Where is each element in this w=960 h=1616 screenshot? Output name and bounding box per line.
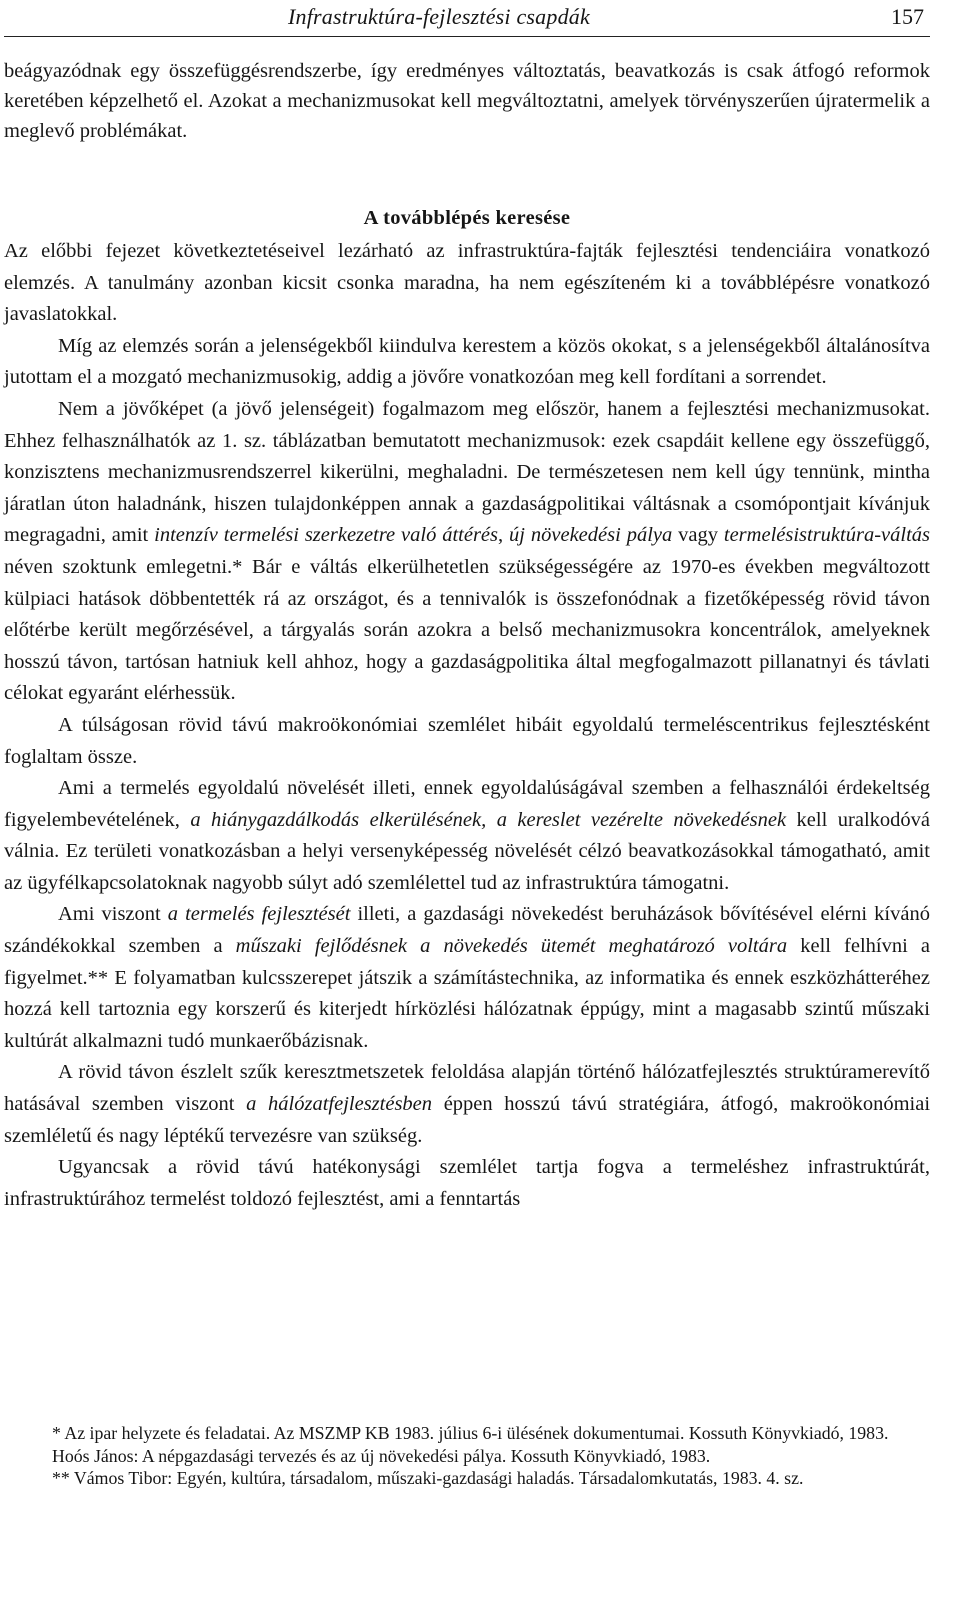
paragraph-5	[4, 773, 930, 899]
paragraph-3-text: néven szoktunk emlegetni.* Bár e váltás elkerülhetetlen szükségességére az 1970-es években megváltozott külpiaci hatások döbbentették rá az országot, és a tennivalók is összefonódnak a fizetőképesség rövid távon előtérbe került megőrzésével, a tárgyalás során azokra a belső mechanizmusokra koncentrálok, amelyeknek hosszú távon, tartósan hatniuk kell ahhoz, hogy a gazdaságpolitika által megfogalmazott pillanatnyi és távlati célokat egyaránt elérhessük.	[4, 555, 930, 705]
paragraph-5-text: Ami a termelés egyoldalú növelését illeti, ennek egyoldalúságával szemben a felhasználói érdekeltség figyelembevételének,	[4, 777, 930, 831]
paragraph-3	[4, 394, 930, 710]
page-number: 157	[891, 4, 924, 29]
running-title: Infrastruktúra-fejlesztési csapdák	[288, 4, 590, 29]
footnote-3: ** Vámos Tibor: Egyén, kultúra, társadalom, műszaki-gazdasági haladás. Társadalomkutatás, 1983. 4. sz.	[52, 1468, 804, 1489]
main-text	[4, 236, 930, 1215]
paragraph-3-text: Nem a jövőképet (a jövő jelenségeit) fogalmazom meg először, hanem a fejlesztési mechanizmusokat. Ehhez felhasználhatók az 1. sz. táblázatban bemutatott mechanizmusok: ezek csapdáit kellene egy összefüggő, konzisztens mechanizmusrendszerrel kikerülni, meghaladni. De természetesen nem kell úgy tennünk, mintha járatlan úton haladnánk, hiszen tulajdonképpen annak a gazdaságpolitikai váltásnak a csomópontjait kívánjuk megragadni, amit	[4, 397, 930, 547]
paragraph-3-emphasis-3: termelésistruktúra-váltás	[723, 524, 931, 547]
paragraph-3-emphasis-1: intenzív termelési szerkezetre való áttérés	[154, 524, 499, 547]
paragraph-6-text: kell felhívni a figyelmet.** E folyamatban kulcsszerepet játszik a számítástechnika, az informatika és ennek eszközhátteréhez hozzá kell tartoznia egy korszerű és kiterjedt hírközlési hálózatnak éppúgy, mint a magasabb szintű műszaki kultúrát alkalmazni tudó munkaerőbázisnak.	[4, 935, 930, 1052]
paragraph-6-emphasis-1: a termelés fejlesztését	[167, 903, 351, 926]
paragraph-4: A túlságosan rövid távú makroökonómiai szemlélet hibáit egyoldalú termeléscentrikus fejlesztésként foglaltam össze.	[4, 713, 930, 768]
paragraph-5-emphasis: a hiánygazdálkodás elkerülésének, a kereslet vezérelte növekedésnek	[190, 808, 787, 831]
paragraph-7-emphasis: a hálózatfejlesztésben	[246, 1093, 433, 1116]
paragraph-7	[4, 1057, 930, 1152]
paragraph-6-emphasis-2: műszaki fejlődésnek a növekedés ütemét meghatározó voltára	[235, 935, 788, 958]
paragraph-3-emphasis-2: új növekedési pálya	[509, 524, 673, 547]
paragraph-7-text: A rövid távon észlelt szűk keresztmetszetek feloldása alapján történő hálózatfejlesztés struktúramerevítő hatásával szemben viszont	[4, 1061, 930, 1116]
section-heading: A továbblépés keresése	[363, 207, 571, 229]
paragraph-1: Az előbbi fejezet következtetéseivel lezárható az infrastruktúra-fajták fejlesztési tendenciáira vonatkozó elemzés. A tanulmány azonban kicsit csonka maradna, ha nem egészíteném ki a továbblépésre vonatkozó javaslatokkal.	[4, 240, 930, 326]
running-header	[4, 0, 930, 37]
intro-text	[4, 56, 930, 147]
footnote-2: Hoós János: A népgazdasági tervezés és az új növekedési pálya. Kossuth Könyvkiadó, 1983.	[52, 1445, 711, 1466]
paragraph-8: Ugyancsak a rövid távú hatékonysági szemlélet tartja fogva a termeléshez infrastruktúrát, infrastruktúrához termelést toldozó fejlesztést, ami a fenntartás	[4, 1156, 930, 1210]
paragraph-6	[4, 899, 930, 1057]
paragraph-5-text: kell uralkodóvá válnia. Ez területi vonatkozásban a helyi versenyképesség növelését célzó beavatkozásokkal támogatható, amit az ügyfélkapcsolatoknak nagyobb súlyt adó szemlélettel tud az infrastruktúra támogatni.	[4, 808, 930, 894]
intro-paragraph: beágyazódnak egy összefüggésrendszerbe, így eredményes változtatás, beavatkozás is csak átfogó reformok keretében képzelhető el. Azokat a mechanizmusokat kell megváltoztatni, amelyek törvényszerűen újratermelik a meglevő problémákat.	[4, 60, 930, 143]
paragraph-3-text: ,	[498, 524, 510, 547]
paragraph-3-text: vagy	[672, 524, 724, 547]
paragraph-6-text: Ami viszont	[58, 903, 168, 926]
footnotes	[4, 1422, 930, 1490]
paragraph-2: Míg az elemzés során a jelenségekből kiindulva kerestem a közös okokat, s a jelenségekből általánosítva jutottam el a mozgató mechanizmusokig, addig a jövőre vonatkozóan meg kell fordítani a sorrendet.	[4, 334, 930, 389]
footnote-1: * Az ipar helyzete és feladatai. Az MSZMP KB 1983. július 6-i ülésének dokumentumai. Kossuth Könyvkiadó, 1983.	[52, 1423, 889, 1443]
paragraph-6-text: illeti, a gazdasági növekedést beruházások bővítésével elérni kívánó szándékokkal szemben a	[4, 903, 930, 958]
paragraph-7-text: éppen hosszú távú stratégiára, átfogó, makroökonómiai szemléletű és nagy léptékű tervezésre van szükség.	[4, 1093, 931, 1147]
